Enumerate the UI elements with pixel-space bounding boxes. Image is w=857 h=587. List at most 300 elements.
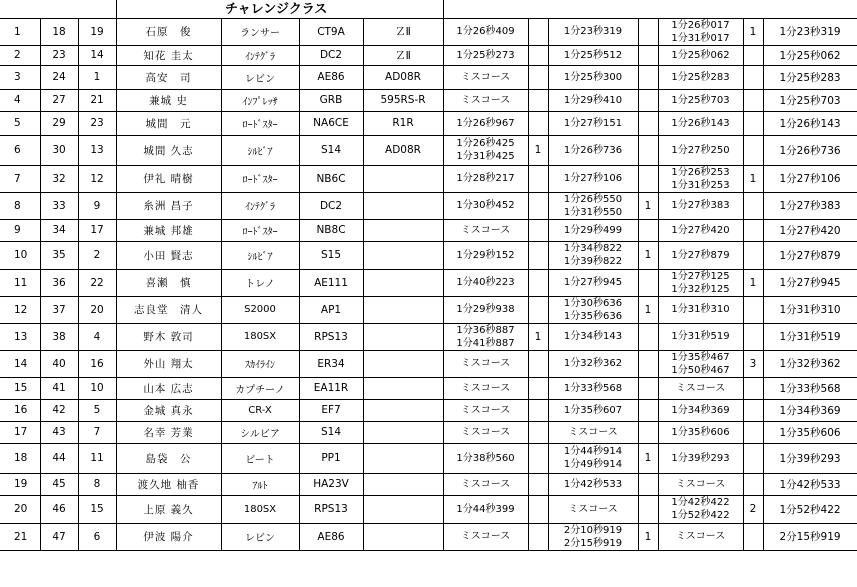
time-line: 1分27秒106 (563, 173, 623, 184)
run2-time-cell (548, 45, 638, 65)
run3-time-cell (658, 377, 743, 399)
entry-no-cell: 43 (40, 421, 78, 443)
run1-time-cell (443, 65, 528, 89)
table-row (0, 443, 857, 473)
time-line: ミスコース (460, 531, 511, 542)
time-line: 1分30秒636 (563, 297, 623, 309)
run2-time-cell (548, 192, 638, 219)
run1-mark-cell (528, 219, 548, 241)
best-time-cell: 1分27秒879 (763, 241, 857, 269)
run3-time-cell (658, 523, 743, 550)
chassis-code-cell: ER34 (299, 350, 363, 377)
rank-cell: 2 (0, 45, 40, 65)
car-no-cell: 11 (78, 443, 116, 473)
run3-time-cell (658, 296, 743, 323)
time-line: 1分44秒914 (563, 446, 623, 457)
run3-mark-cell: 1 (743, 269, 763, 296)
time-line: 1分42秒533 (563, 478, 623, 490)
best-time-cell: 1分25秒703 (763, 89, 857, 111)
time-line: 1分33秒568 (563, 382, 623, 394)
run1-time-cell (443, 45, 528, 65)
chassis-code-cell: AE86 (299, 65, 363, 89)
car-no-cell: 23 (78, 111, 116, 135)
table-row (0, 421, 857, 443)
time-line: 1分25秒062 (671, 49, 730, 61)
table-row (0, 165, 857, 192)
run2-mark-cell (638, 165, 658, 192)
entry-no-cell: 34 (40, 219, 78, 241)
run3-time-cell (658, 269, 743, 296)
table-row (0, 399, 857, 421)
entry-no-cell: 47 (40, 523, 78, 550)
run1-mark-cell (528, 296, 548, 323)
driver-name-cell: 高安 司 (116, 65, 221, 89)
time-line: 1分26秒253 (671, 166, 730, 178)
best-time-cell: 1分33秒568 (763, 377, 857, 399)
header-row (0, 0, 857, 18)
time-line: 1分34秒143 (563, 331, 623, 342)
run3-time-cell (658, 399, 743, 421)
car-model-cell: ﾛｰﾄﾞｽﾀｰ (221, 111, 299, 135)
rank-cell: 3 (0, 65, 40, 89)
time-line: 1分30秒452 (456, 200, 515, 211)
driver-name-cell: 兼城 邦雄 (116, 219, 221, 241)
run2-mark-cell (638, 323, 658, 350)
time-line: 1分34秒369 (671, 404, 730, 416)
run2-time-cell (548, 135, 638, 165)
run1-mark-cell (528, 89, 548, 111)
run2-time-cell (548, 399, 638, 421)
time-line: 1分31秒519 (671, 331, 730, 342)
run3-mark-cell (743, 135, 763, 165)
tire-cell (363, 473, 443, 495)
run3-time-cell (658, 111, 743, 135)
rank-cell: 6 (0, 135, 40, 165)
chassis-code-cell: PP1 (299, 443, 363, 473)
car-no-cell: 13 (78, 135, 116, 165)
tire-cell: 595RS-R (363, 89, 443, 111)
car-no-cell: 2 (78, 241, 116, 269)
run2-mark-cell: 1 (638, 523, 658, 550)
driver-name-cell: 知花 圭太 (116, 45, 221, 65)
time-line: 1分27秒151 (563, 117, 623, 129)
time-line: ミスコース (568, 426, 618, 438)
entry-no-cell: 46 (40, 495, 78, 523)
time-line: 1分41秒887 (456, 337, 515, 349)
run1-mark-cell (528, 165, 548, 192)
time-line: 1分35秒467 (671, 351, 730, 363)
best-time-cell: 1分26秒143 (763, 111, 857, 135)
time-line: 1分26秒409 (456, 26, 515, 37)
run1-mark-cell (528, 443, 548, 473)
tire-cell (363, 219, 443, 241)
run1-mark-cell (528, 421, 548, 443)
time-line: 1分31秒253 (671, 179, 730, 191)
run1-time-cell (443, 18, 528, 45)
run3-time-cell (658, 421, 743, 443)
run3-mark-cell (743, 241, 763, 269)
tire-cell (363, 269, 443, 296)
car-no-cell: 14 (78, 45, 116, 65)
run1-mark-cell (528, 18, 548, 45)
time-line: 1分27秒250 (671, 144, 730, 156)
time-line: 1分25秒283 (671, 71, 730, 83)
run3-mark-cell (743, 323, 763, 350)
tire-cell: ＺⅡ (363, 45, 443, 65)
rank-cell: 20 (0, 495, 40, 523)
time-line: 1分31秒017 (671, 32, 730, 44)
time-line: 1分25秒703 (671, 94, 730, 106)
time-line: 1分27秒420 (671, 224, 730, 236)
car-model-cell: トレノ (221, 269, 299, 296)
time-line: 1分38秒560 (456, 452, 515, 464)
run1-time-cell (443, 350, 528, 377)
run3-mark-cell (743, 443, 763, 473)
best-time-cell: 1分31秒310 (763, 296, 857, 323)
car-no-cell: 10 (78, 377, 116, 399)
car-model-cell: 180SX (221, 495, 299, 523)
run2-time-cell (548, 323, 638, 350)
table-row (0, 323, 857, 350)
driver-name-cell: 山本 広志 (116, 377, 221, 399)
run1-mark-cell (528, 523, 548, 550)
car-model-cell: 180SX (221, 323, 299, 350)
run1-time-cell (443, 296, 528, 323)
run1-mark-cell: 1 (528, 135, 548, 165)
best-time-cell: 1分39秒293 (763, 443, 857, 473)
run3-time-cell (658, 323, 743, 350)
run2-time-cell (548, 350, 638, 377)
run1-mark-cell (528, 269, 548, 296)
car-model-cell: ｽｶｲﾗｲﾝ (221, 350, 299, 377)
rank-cell: 15 (0, 377, 40, 399)
table-row (0, 350, 857, 377)
car-model-cell: レビン (221, 523, 299, 550)
time-line: 1分29秒410 (563, 94, 623, 106)
tire-cell: R1R (363, 111, 443, 135)
run1-mark-cell (528, 399, 548, 421)
run3-mark-cell: 2 (743, 495, 763, 523)
time-line: 1分31秒310 (671, 304, 730, 315)
run3-time-cell (658, 473, 743, 495)
car-model-cell: カプチーノ (221, 377, 299, 399)
chassis-code-cell: NB6C (299, 165, 363, 192)
time-line: 1分44秒399 (456, 503, 515, 515)
table-row (0, 296, 857, 323)
chassis-code-cell: AE111 (299, 269, 363, 296)
run1-time-cell (443, 135, 528, 165)
time-line: ミスコース (675, 531, 726, 542)
tire-cell (363, 165, 443, 192)
chassis-code-cell: AE86 (299, 523, 363, 550)
run1-time-cell (443, 111, 528, 135)
time-line: ミスコース (568, 503, 618, 515)
time-line: ミスコース (675, 478, 726, 490)
table-row (0, 377, 857, 399)
run1-time-cell (443, 219, 528, 241)
rank-cell: 4 (0, 89, 40, 111)
rank-cell: 13 (0, 323, 40, 350)
car-no-cell: 17 (78, 219, 116, 241)
tire-cell (363, 399, 443, 421)
time-line: 1分42秒422 (671, 497, 730, 508)
time-line: 1分27秒879 (671, 249, 730, 261)
time-line: ミスコース (460, 358, 511, 369)
run2-mark-cell (638, 219, 658, 241)
car-model-cell: ｲﾝﾃｸﾞﾗ (221, 192, 299, 219)
rank-cell: 21 (0, 523, 40, 550)
run2-time-cell (548, 443, 638, 473)
best-time-cell: 1分27秒383 (763, 192, 857, 219)
car-no-cell: 6 (78, 523, 116, 550)
table-row (0, 523, 857, 550)
run1-time-cell (443, 473, 528, 495)
best-time-cell: 1分35秒606 (763, 421, 857, 443)
time-line: 1分31秒550 (563, 206, 623, 218)
car-no-cell: 7 (78, 421, 116, 443)
run1-mark-cell (528, 377, 548, 399)
car-model-cell: レビン (221, 65, 299, 89)
run1-time-cell (443, 192, 528, 219)
time-line: 1分25秒273 (456, 49, 515, 61)
tire-cell (363, 377, 443, 399)
time-line: 1分28秒217 (456, 173, 515, 184)
run1-mark-cell (528, 495, 548, 523)
car-no-cell: 8 (78, 473, 116, 495)
table-row (0, 219, 857, 241)
car-no-cell: 5 (78, 399, 116, 421)
run3-mark-cell (743, 65, 763, 89)
rank-cell: 11 (0, 269, 40, 296)
chassis-code-cell: DC2 (299, 192, 363, 219)
run1-time-cell (443, 165, 528, 192)
driver-name-cell: 石原 俊 (116, 18, 221, 45)
driver-name-cell: 兼城 史 (116, 89, 221, 111)
car-no-cell: 20 (78, 296, 116, 323)
table-row (0, 65, 857, 89)
run1-mark-cell (528, 473, 548, 495)
entry-no-cell: 29 (40, 111, 78, 135)
tire-cell: AD08R (363, 135, 443, 165)
tire-cell (363, 443, 443, 473)
run2-mark-cell (638, 399, 658, 421)
table-row (0, 473, 857, 495)
driver-name-cell: 渡久地 柚香 (116, 473, 221, 495)
car-model-cell: CR-X (221, 399, 299, 421)
run3-time-cell (658, 219, 743, 241)
driver-name-cell: 名幸 芳業 (116, 421, 221, 443)
driver-name-cell: 外山 翔太 (116, 350, 221, 377)
car-model-cell: ﾛｰﾄﾞｽﾀｰ (221, 219, 299, 241)
driver-name-cell: 金城 真永 (116, 399, 221, 421)
run3-mark-cell (743, 421, 763, 443)
run2-time-cell (548, 296, 638, 323)
run1-time-cell (443, 377, 528, 399)
best-time-cell: 1分27秒945 (763, 269, 857, 296)
table-row (0, 495, 857, 523)
time-line: 1分52秒422 (671, 510, 730, 521)
car-model-cell: ｼﾙﾋﾞｱ (221, 241, 299, 269)
driver-name-cell: 志良堂 清人 (116, 296, 221, 323)
run3-time-cell (658, 135, 743, 165)
run3-time-cell (658, 192, 743, 219)
time-line: 1分29秒152 (456, 249, 515, 261)
run3-mark-cell (743, 111, 763, 135)
time-line: 1分35秒636 (563, 310, 623, 322)
time-line: 1分32秒125 (671, 283, 730, 295)
time-line: 1分26秒425 (456, 138, 515, 149)
entry-no-cell: 35 (40, 241, 78, 269)
table-row (0, 89, 857, 111)
chassis-code-cell: AP1 (299, 296, 363, 323)
time-line: ミスコース (460, 426, 511, 438)
time-line: 1分26秒143 (671, 117, 730, 129)
entry-no-cell: 44 (40, 443, 78, 473)
tire-cell (363, 323, 443, 350)
car-model-cell: ランサー (221, 18, 299, 45)
run1-time-cell (443, 495, 528, 523)
time-line: 1分27秒945 (563, 277, 623, 288)
entry-no-cell: 38 (40, 323, 78, 350)
run2-mark-cell (638, 45, 658, 65)
run2-time-cell (548, 89, 638, 111)
run2-time-cell (548, 495, 638, 523)
time-line: 1分23秒319 (563, 26, 623, 37)
rank-cell: 1 (0, 18, 40, 45)
car-model-cell: ｲﾝﾌﾟﾚｯｻ (221, 89, 299, 111)
time-line: 1分34秒822 (563, 243, 623, 254)
chassis-code-cell: S15 (299, 241, 363, 269)
best-time-cell: 1分32秒362 (763, 350, 857, 377)
entry-no-cell: 18 (40, 18, 78, 45)
car-no-cell: 12 (78, 165, 116, 192)
entry-no-cell: 24 (40, 65, 78, 89)
table-row (0, 135, 857, 165)
chassis-code-cell: S14 (299, 421, 363, 443)
best-time-cell: 1分27秒106 (763, 165, 857, 192)
run3-time-cell (658, 45, 743, 65)
chassis-code-cell: HA23V (299, 473, 363, 495)
entry-no-cell: 32 (40, 165, 78, 192)
run2-time-cell (548, 219, 638, 241)
entry-no-cell: 42 (40, 399, 78, 421)
table-row (0, 18, 857, 45)
run2-mark-cell: 1 (638, 296, 658, 323)
run1-mark-cell (528, 192, 548, 219)
entry-no-cell: 30 (40, 135, 78, 165)
driver-name-cell: 伊礼 晴樹 (116, 165, 221, 192)
run1-mark-cell (528, 45, 548, 65)
run2-mark-cell (638, 421, 658, 443)
rank-cell: 8 (0, 192, 40, 219)
time-line: 1分36秒887 (456, 324, 515, 336)
car-model-cell: S2000 (221, 296, 299, 323)
chassis-code-cell: NB8C (299, 219, 363, 241)
run2-time-cell (548, 421, 638, 443)
time-line: 2分15秒919 (563, 537, 623, 549)
driver-name-cell: 城間 元 (116, 111, 221, 135)
time-line: 1分27秒383 (671, 200, 730, 211)
time-line: 1分39秒293 (671, 452, 730, 464)
run1-time-cell (443, 241, 528, 269)
driver-name-cell: 糸洲 昌子 (116, 192, 221, 219)
rank-cell: 16 (0, 399, 40, 421)
best-time-cell: 1分42秒533 (763, 473, 857, 495)
time-line: 1分26秒736 (563, 144, 623, 156)
table-row (0, 111, 857, 135)
entry-no-cell: 27 (40, 89, 78, 111)
run2-mark-cell (638, 269, 658, 296)
run3-mark-cell: 3 (743, 350, 763, 377)
tire-cell (363, 350, 443, 377)
run2-time-cell (548, 241, 638, 269)
run2-mark-cell (638, 111, 658, 135)
car-model-cell: ｱﾙﾄ (221, 473, 299, 495)
car-no-cell: 9 (78, 192, 116, 219)
best-time-cell: 1分34秒369 (763, 399, 857, 421)
rank-cell: 12 (0, 296, 40, 323)
tire-cell (363, 192, 443, 219)
time-line: 1分27秒125 (671, 270, 730, 282)
run2-time-cell (548, 473, 638, 495)
rank-cell: 7 (0, 165, 40, 192)
run1-time-cell (443, 443, 528, 473)
run2-time-cell (548, 377, 638, 399)
best-time-cell: 1分26秒736 (763, 135, 857, 165)
run3-time-cell (658, 65, 743, 89)
car-no-cell: 22 (78, 269, 116, 296)
tire-cell: ＺⅡ (363, 18, 443, 45)
run1-mark-cell (528, 241, 548, 269)
chassis-code-cell: S14 (299, 135, 363, 165)
run2-time-cell (548, 269, 638, 296)
run1-mark-cell: 1 (528, 323, 548, 350)
run3-time-cell (658, 241, 743, 269)
tire-cell (363, 421, 443, 443)
time-line: 1分26秒017 (671, 19, 730, 31)
car-model-cell: ｲﾝﾃｸﾞﾗ (221, 45, 299, 65)
rank-cell: 18 (0, 443, 40, 473)
driver-name-cell: 喜瀬 慎 (116, 269, 221, 296)
entry-no-cell: 33 (40, 192, 78, 219)
run2-mark-cell: 1 (638, 241, 658, 269)
rank-cell: 19 (0, 473, 40, 495)
best-time-cell: 1分23秒319 (763, 18, 857, 45)
run2-time-cell (548, 65, 638, 89)
run2-mark-cell (638, 473, 658, 495)
run2-time-cell (548, 523, 638, 550)
best-time-cell: 1分25秒062 (763, 45, 857, 65)
entry-no-cell: 40 (40, 350, 78, 377)
chassis-code-cell: DC2 (299, 45, 363, 65)
run1-time-cell (443, 323, 528, 350)
time-line: ミスコース (460, 382, 511, 394)
car-no-cell: 19 (78, 18, 116, 45)
run1-time-cell (443, 523, 528, 550)
run3-mark-cell (743, 473, 763, 495)
time-line: 1分25秒300 (563, 71, 623, 83)
run1-time-cell (443, 421, 528, 443)
run2-time-cell (548, 111, 638, 135)
time-line: ミスコース (460, 94, 511, 106)
chassis-code-cell: RPS13 (299, 495, 363, 523)
time-line: 1分26秒967 (456, 117, 515, 129)
chassis-code-cell: EA11R (299, 377, 363, 399)
time-line: 1分40秒223 (456, 277, 515, 288)
run3-time-cell (658, 350, 743, 377)
run1-time-cell (443, 399, 528, 421)
entry-no-cell: 37 (40, 296, 78, 323)
